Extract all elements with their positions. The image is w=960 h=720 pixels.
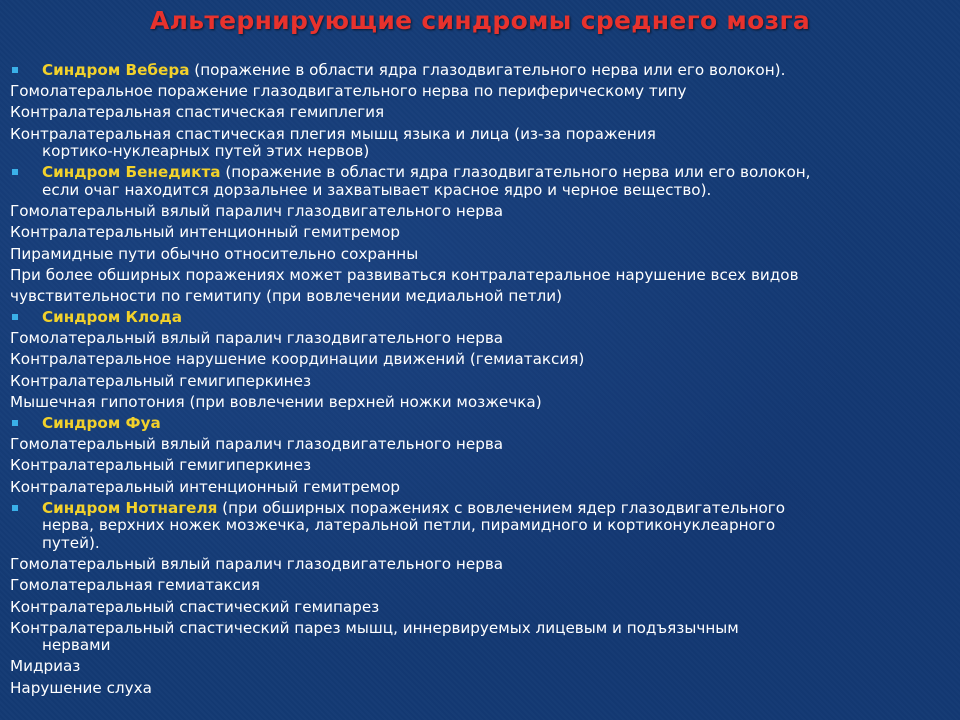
list-item: Контралатеральное нарушение координации движений (гемиатаксия)	[10, 350, 585, 369]
list-item-continuation: кортико-нуклеарных путей этих нервов)	[42, 142, 370, 161]
square-bullet-icon	[12, 314, 18, 320]
slide-title: Альтернирующие синдромы среднего мозга	[149, 6, 811, 35]
syndrome-heading-fua	[10, 415, 945, 433]
syndrome-description: (при обширных поражениях с вовлечением ядер глазодвигательного	[217, 498, 786, 517]
list-item: Контралатеральный спастический гемипарез	[10, 597, 380, 616]
syndrome-heading-nothnagel	[10, 500, 945, 553]
syndrome-heading-benedikt	[10, 164, 945, 199]
syndrome-description-continuation: нерва, верхних ножек мозжечка, латеральной петли, пирамидного и кортиконуклеарного	[42, 516, 776, 535]
square-bullet-icon	[12, 420, 18, 426]
list-item-text: Контралатеральная спастическая плегия мышц языка и лица (из-за поражения	[10, 124, 656, 143]
list-item: При более обширных поражениях может развиваться контралатеральное нарушение всех видов	[10, 265, 799, 284]
syndrome-description-continuation: если очаг находится дорзальнее и захватывает красное ядро и черное вещество).	[42, 180, 712, 199]
syndrome-heading-weber	[10, 62, 945, 80]
square-bullet-icon	[12, 67, 18, 73]
list-item: Мидриаз	[10, 657, 81, 676]
list-item: Гомолатеральный вялый паралич глазодвигательного нерва	[10, 202, 504, 221]
list-item: Контралатеральный интенционный гемитремор	[10, 477, 401, 496]
list-item: Контралатеральный гемигиперкинез	[10, 371, 312, 390]
syndrome-name: Синдром Бенедикта	[42, 163, 221, 182]
syndrome-name: Синдром Нотнагеля	[42, 498, 218, 517]
list-item-continuation: нервами	[42, 636, 111, 655]
syndrome-description: (поражение в области ядра глазодвигательного нерва или его волокон,	[220, 163, 811, 182]
list-item: Гомолатеральный вялый паралич глазодвигательного нерва	[10, 555, 504, 574]
list-item: Гомолатеральное поражение глазодвигательного нерва по периферическому типу	[10, 82, 687, 101]
syndrome-name: Синдром Клода	[42, 308, 183, 327]
list-item-text: Контралатеральный спастический парез мышц, иннервируемых лицевым и подъязычным	[10, 618, 739, 637]
syndrome-name: Синдром Вебера	[42, 61, 190, 79]
list-item: Контралатеральная спастическая гемиплегия	[10, 103, 385, 122]
syndrome-name: Синдром Фуа	[42, 414, 161, 432]
list-item: Гомолатеральный вялый паралич глазодвигательного нерва	[10, 329, 504, 348]
square-bullet-icon	[12, 169, 18, 175]
square-bullet-icon	[12, 505, 18, 511]
list-item: Мышечная гипотония (при вовлечении верхней ножки мозжечка)	[10, 392, 542, 411]
syndrome-heading-klod	[10, 309, 945, 327]
list-item	[10, 620, 945, 655]
syndrome-description-continuation: путей).	[42, 533, 100, 552]
list-item: Контралатеральный интенционный гемитремор	[10, 223, 401, 242]
list-item: Гомолатеральный вялый паралич глазодвигательного нерва	[10, 435, 504, 454]
list-item: Нарушение слуха	[10, 678, 152, 697]
list-item: Гомолатеральная гемиатаксия	[10, 576, 260, 595]
list-item: Контралатеральный гемигиперкинез	[10, 456, 312, 475]
list-item	[10, 126, 945, 161]
list-item: чувствительности по гемитипу (при вовлечении медиальной петли)	[10, 286, 562, 305]
slide-content	[10, 62, 945, 701]
list-item: Пирамидные пути обычно относительно сохранны	[10, 244, 419, 263]
syndrome-description: (поражение в области ядра глазодвигательного нерва или его волокон).	[189, 61, 786, 79]
